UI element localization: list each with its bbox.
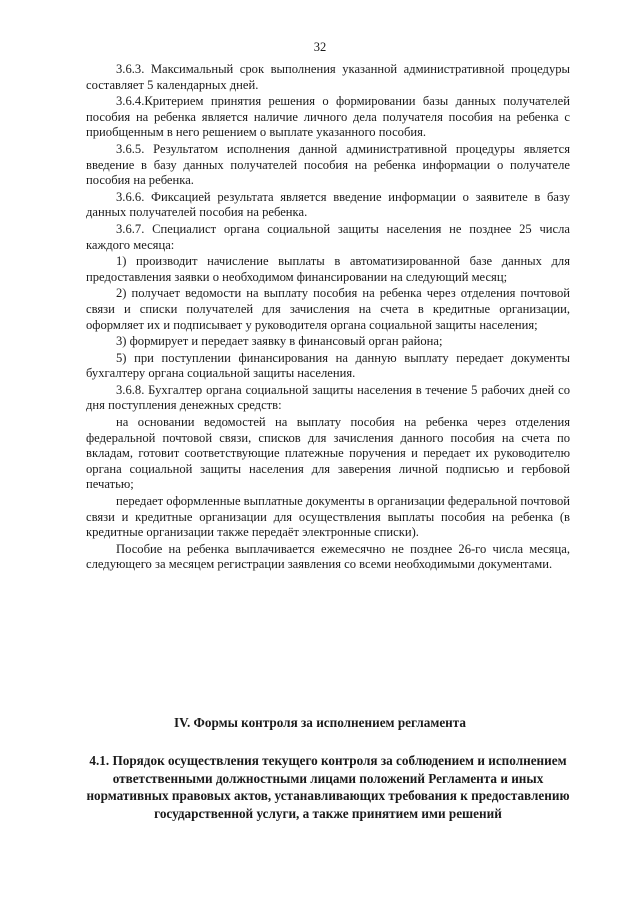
section-title: IV. Формы контроля за исполнением регламента — [173, 715, 467, 730]
paragraph-3-6-5: 3.6.5. Результатом исполнения данной административной процедуры является введение в базу данных получателей пособия на ребенка информации о получателе пособия на ребенка. — [86, 141, 570, 188]
paragraph-3-6-4: 3.6.4.Критерием принятия решения о формировании базы данных получателей пособия на ребенка является наличие личного дела получателя пособия на ребенка с приобщенным в него решением о выплате указанного пособия. — [86, 94, 570, 140]
paragraph-payment-orders: на основании ведомостей на выплату пособия на ребенка через отделения федеральной почтовой связи, списков для зачисления данного пособия на счета по вкладам, готовит соответствующие платежные поручения и передает их руководителю органа социальной защиты населения для заверения личной подписью и гербовой печатью; — [86, 415, 570, 492]
list-item-5: 5) при поступлении финансирования на данную выплату передает документы бухгалтеру органа социальной защиты населения. — [86, 350, 570, 381]
list-item-3: 3) формирует и передает заявку в финансовый орган района; — [116, 334, 443, 349]
body-text — [86, 62, 570, 574]
paragraph-3-6-6: 3.6.6. Фиксацией результата является введение информации о заявителе в базу данных получателей пособия на ребенка. — [86, 189, 570, 220]
list-item-1: 1) производит начисление выплаты в автоматизированной базе данных для предоставления заявки о необходимом финансировании на следующий месяц; — [86, 254, 570, 284]
paragraph-monthly-payment: Пособие на ребенка выплачивается ежемесячно не позднее 26-го числа месяца, следующего за месяцем регистрации заявления со всеми необходимыми документами. — [86, 541, 570, 572]
page-number: 32 — [313, 40, 327, 54]
paragraph-transfer-documents: передает оформленные выплатные документы в организации федеральной почтовой связи и кредитные организации для осуществления выплаты пособия на ребенка (в кредитные организации также передаёт электронные списки). — [86, 494, 570, 540]
list-item-2: 2) получает ведомости на выплату пособия на ребенка через отделения почтовой связи и списки получателей для зачисления на счета в кредитные организации, оформляет их и подписывает у руководителя органа социальной защиты населения; — [86, 286, 570, 332]
subsection-title: 4.1. Порядок осуществления текущего контроля за соблюдением и исполнением ответственными должностными лицами положений Регламента и иных нормативных правовых актов, устанавливающих требования к предоставлению государственной услуги, а также принятием ими решений — [86, 753, 570, 821]
paragraph-3-6-3: 3.6.3. Максимальный срок выполнения указанной административной процедуры составляет 5 календарных дней. — [86, 62, 570, 92]
paragraph-3-6-8: 3.6.8. Бухгалтер органа социальной защиты населения в течение 5 рабочих дней со дня поступления денежных средств: — [86, 382, 570, 413]
paragraph-3-6-7: 3.6.7. Специалист органа социальной защиты населения не позднее 25 числа каждого месяца: — [86, 221, 570, 252]
